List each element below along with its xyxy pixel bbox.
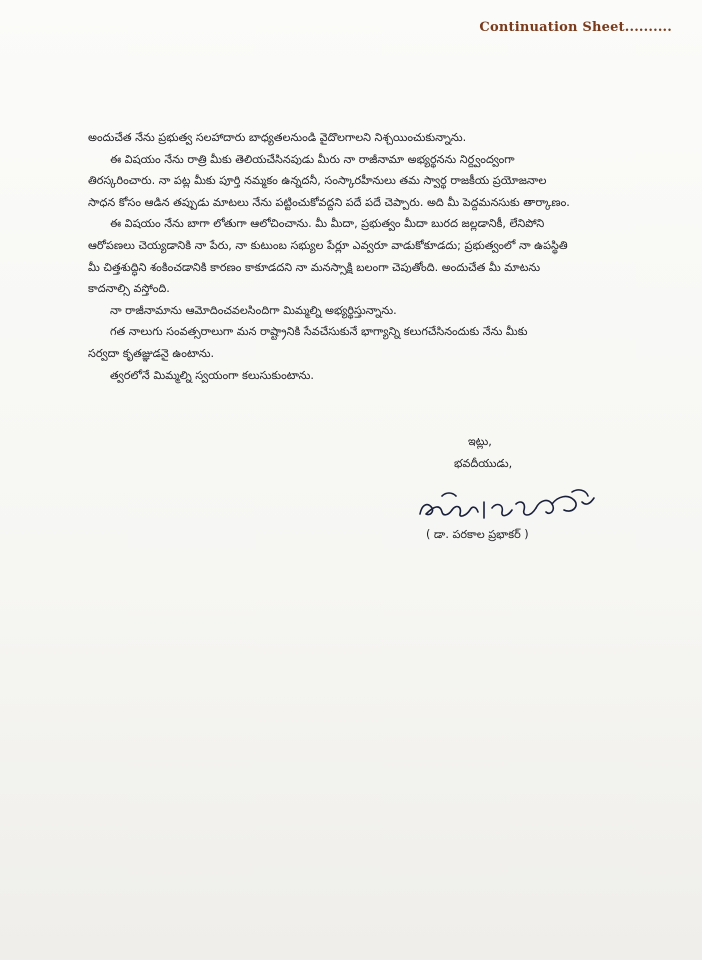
signatory-name: ( డా. పరకాల ప్రభాకర్ ) [426,528,529,541]
top-edge [0,0,702,8]
closing-yours: భవదీయుడు, [454,456,513,470]
letter-line: కాదనాల్సి వస్తోంది. [88,282,170,296]
letter-line: సర్వదా కృతజ్ఞుడనై ఉంటాను. [88,346,215,360]
letter-line: ఆరోపణలు చెయ్యడానికి నా పేరు, నా కుటుంబ సభ్యుల పేర్లూ ఎవ్వరూ వాడుకోకూడదు; ప్రభుత్వంలో నా ఉపస్థితి [88,238,568,252]
letter-line: త్వరలోనే మిమ్మల్ని స్వయంగా కలుసుకుంటాను. [110,368,314,382]
letter-line: నా రాజీనామాను ఆమోదించవలసిందిగా మిమ్మల్ని అభ్యర్థిస్తున్నాను. [110,303,397,317]
letter-line: మీ చిత్తశుద్ధిని శంకించడానికి కారణం కాకూడదని నా మనస్సాక్షి బలంగా చెపుతోంది. అందుచేత మీ మాటను [88,260,541,274]
letter-closing [454,431,513,474]
handwritten-signature [412,482,602,528]
letter-line: గత నాలుగు సంవత్సరాలుగా మన రాష్ట్రానికి సేవచేసుకునే భాగ్యాన్ని కలుగచేసినందుకు నేను మీకు [110,325,528,339]
letter-body [88,127,648,386]
continuation-sheet-label: Continuation Sheet.......... [479,20,672,35]
letter-line: తిరస్కరించారు. నా పట్ల మీకు పూర్తి నమ్మకం ఉన్నదనీ, సంస్కారహీనులు తమ స్వార్థ రాజకీయ ప్రయోజనాల [88,174,547,188]
closing-salutation: ఇట్లు, [468,435,492,448]
letter-line: ఈ విషయం నేను రాత్రి మీకు తెలియచేసినపుడు మీరు నా రాజీనామా అభ్యర్థనను నిర్ద్వంద్వంగా [110,152,515,166]
letter-line: అందుచేత నేను ప్రభుత్వ సలహాదారు బాధ్యతలనుండి వైదొలగాలని నిశ్చయించుకున్నాను. [88,131,467,144]
letter-line: ఈ విషయం నేను బాగా లోతుగా ఆలోచించాను. మీ మీదా, ప్రభుత్వం మీదా బురద జల్లడానికీ, లేనిపోని [110,217,545,231]
letter-line: సాధన కోసం ఆడిన తప్పుడు మాటలు నేను పట్టించుకోవద్దని పదే పదే చెప్పారు. అది మీ పెద్దమనసుకు తార్కాణం. [88,195,570,209]
